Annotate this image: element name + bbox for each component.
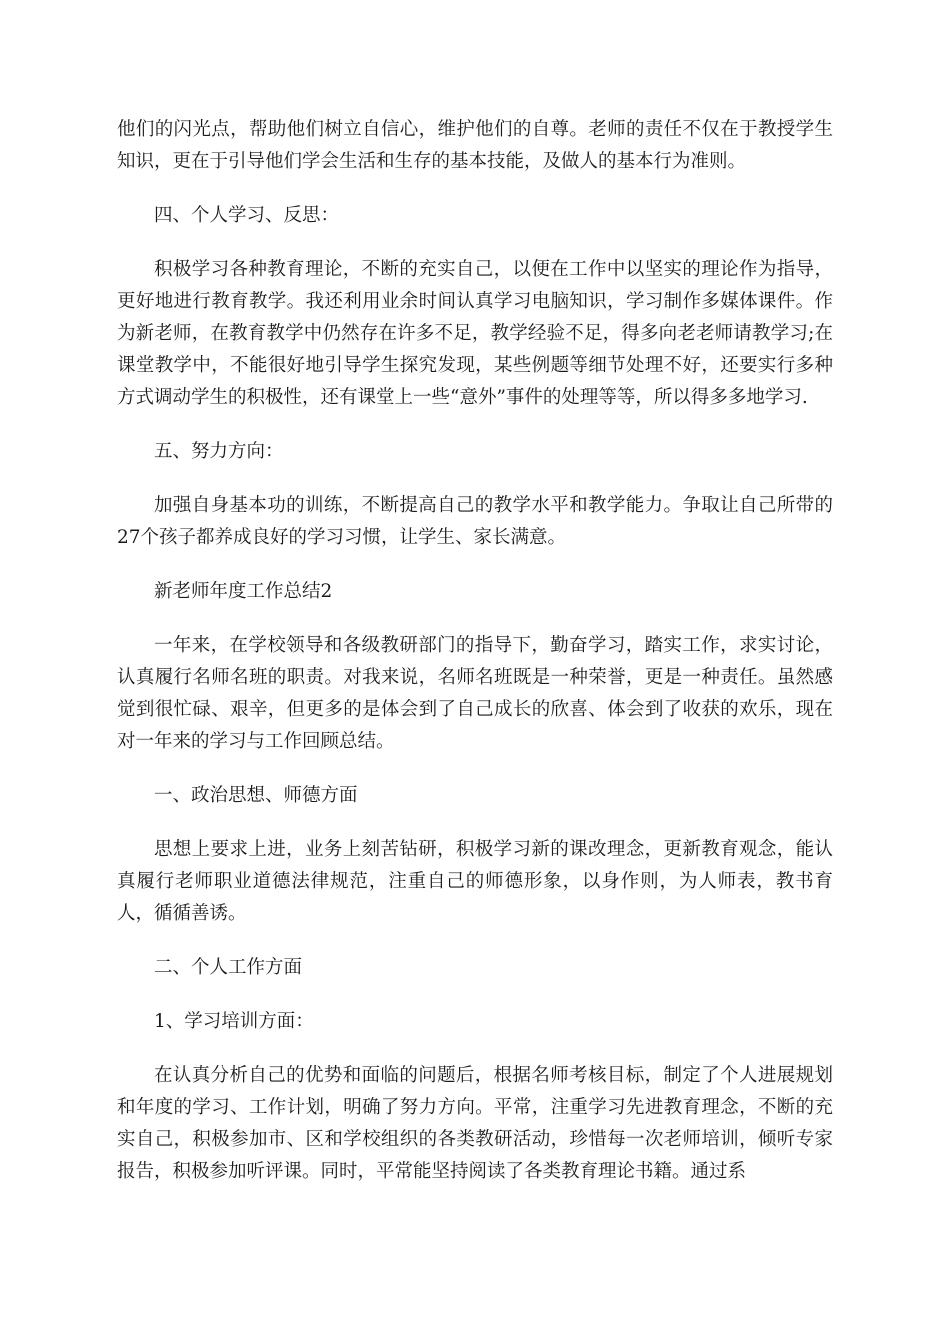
section-heading-personal-work: 二、个人工作方面 [154,957,303,978]
subsection-heading-training: 1、学习培训方面： [154,1011,314,1032]
document-body [117,114,833,1210]
paragraph-training: 在认真分析自己的优势和面临的问题后，根据名师考核目标，制定了个人进展规划和年度的学习、工作计划，明确了努力方向。平常，注重学习先进教育理念，不断的充实自己，积极参加市、区和学校组织的各类教研活动，珍惜每一次老师培训，倾听专家报告，积极参加听评课。同时，平常能坚持阅读了各类教育理论书籍。通过系 [117,1065,833,1182]
paragraph-direction: 加强自身基本功的训练，不断提高自己的教学水平和教学能力。争取让自己所带的27个孩子都养成良好的学习习惯，让学生、家长满意。 [117,495,833,548]
paragraph-personal-study: 积极学习各种教育理论，不断的充实自己，以便在工作中以坚实的理论作为指导，更好地进行教育教学。我还利用业余时间认真学习电脑知识，学习制作多媒体课件。作为新老师，在教育教学中仍然存在许多不足，教学经验不足，得多向老老师请教学习;在课堂教学中，不能很好地引导学生探究发现，某些例题等细节处理不好，还要实行多种方式调动学生的积极性，还有课堂上一些“意外”事件的处理等等，所以得多多地学习. [117,259,833,408]
paragraph-political: 思想上要求上进，业务上刻苦钻研，积极学习新的课改理念，更新教育观念，能认真履行老师职业道德法律规范，注重自己的师德形象，以身作则，为人师表，教书育人，循循善诱。 [117,839,833,924]
section-heading-direction: 五、努力方向： [154,441,284,462]
paragraph-intro: 一年来，在学校领导和各级教研部门的指导下，勤奋学习，踏实工作，求实讨论，认真履行名师名班的职责。对我来说，名师名班既是一种荣誉，更是一种责任。虽然感觉到很忙碌、艰辛，但更多的是体会到了自己成长的欣喜、体会到了收获的欢乐，现在对一年来的学习与工作回顾总结。 [117,635,833,752]
section-heading-political: 一、政治思想、师德方面 [154,785,358,806]
document-title-summary-2: 新老师年度工作总结2 [154,581,333,602]
paragraph-continuation: 他们的闪光点，帮助他们树立自信心，维护他们的自尊。老师的责任不仅在于教授学生知识，更在于引导他们学会生活和生存的基本技能，及做人的基本行为准则。 [117,119,833,172]
section-heading-personal-study: 四、个人学习、反思： [154,205,340,226]
